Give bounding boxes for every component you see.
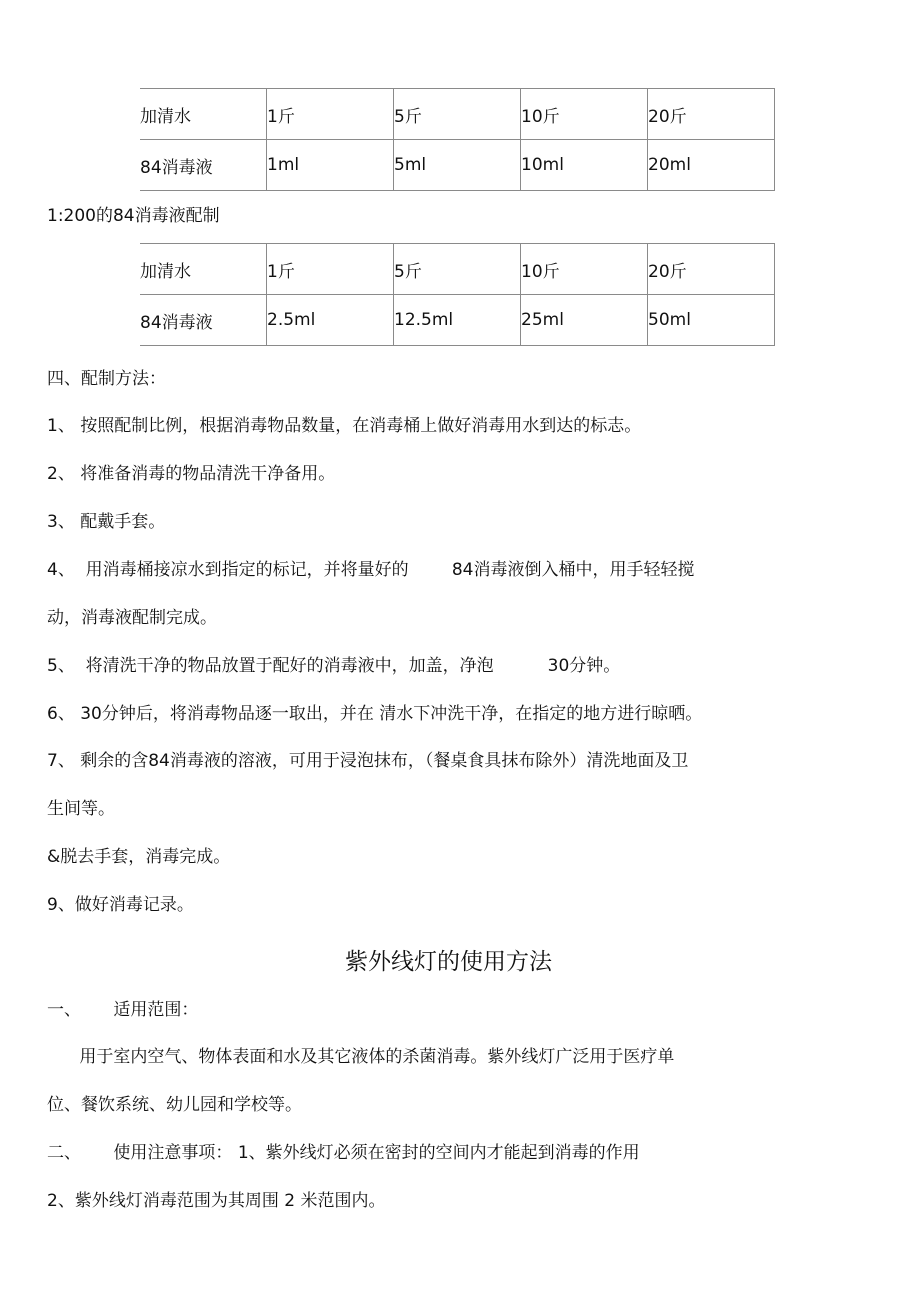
uv-line: 2、紫外线灯消毒范围为其周围 2 米范围内。 [47, 1191, 386, 1211]
step-line: 5、 将清洗干净的物品放置于配好的消毒液中，加盖，净泡 30分钟。 [47, 656, 621, 676]
step-line: 9、做好消毒记录。 [47, 895, 194, 915]
table-cell: 25ml [521, 295, 648, 346]
uv-line: 位、餐饮系统、幼儿园和学校等。 [47, 1095, 302, 1115]
table-cell: 5斤 [394, 89, 521, 140]
table-cell: 20斤 [648, 89, 775, 140]
uv-section-title: 紫外线灯的使用方法 [345, 949, 552, 975]
table-cell: 20ml [648, 140, 775, 191]
table-cell: 10ml [521, 140, 648, 191]
dilution-table-1 [140, 88, 775, 191]
table-cell: 5ml [394, 140, 521, 191]
table-row [140, 295, 775, 346]
step-line: 生间等。 [47, 799, 115, 819]
section-4-heading: 四、配制方法： [47, 369, 166, 389]
step-line: 1、 按照配制比例，根据消毒物品数量，在消毒桶上做好消毒用水到达的标志。 [47, 416, 642, 436]
step-line: 7、 剩余的含84消毒液的溶液，可用于浸泡抹布，（餐桌食具抹布除外）清洗地面及卫 [47, 751, 689, 771]
table-cell: 84消毒液 [140, 140, 267, 191]
uv-line: 二、 使用注意事项： 1、紫外线灯必须在密封的空间内才能起到消毒的作用 [47, 1143, 640, 1163]
table-row [140, 89, 775, 140]
step-line: &脱去手套，消毒完成。 [47, 847, 231, 867]
uv-line: 用于室内空气、物体表面和水及其它液体的杀菌消毒。紫外线灯广泛用于医疗单 [47, 1047, 675, 1067]
table-cell: 1斤 [267, 244, 394, 295]
table-cell: 20斤 [648, 244, 775, 295]
table-row [140, 140, 775, 191]
table-2-heading: 1:200的84消毒液配制 [47, 206, 220, 226]
table-cell: 加清水 [140, 244, 267, 295]
table-cell: 1斤 [267, 89, 394, 140]
table-cell: 1ml [267, 140, 394, 191]
step-line: 6、 30分钟后，将消毒物品逐一取出，并在 清水下冲洗干净，在指定的地方进行晾晒。 [47, 704, 703, 724]
step-line: 2、 将准备消毒的物品清洗干净备用。 [47, 464, 336, 484]
table-cell: 50ml [648, 295, 775, 346]
step-line: 4、 用消毒桶接凉水到指定的标记，并将量好的 84消毒液倒入桶中，用手轻轻搅 [47, 560, 695, 580]
table-cell: 5斤 [394, 244, 521, 295]
table-row [140, 244, 775, 295]
table-cell: 加清水 [140, 89, 267, 140]
table-cell: 10斤 [521, 244, 648, 295]
uv-line: 一、 适用范围： [47, 1000, 199, 1020]
table-cell: 12.5ml [394, 295, 521, 346]
step-line: 动，消毒液配制完成。 [47, 608, 217, 628]
table-cell: 2.5ml [267, 295, 394, 346]
table-cell: 10斤 [521, 89, 648, 140]
table-cell: 84消毒液 [140, 295, 267, 346]
step-line: 3、 配戴手套。 [47, 512, 166, 532]
dilution-table-2 [140, 243, 775, 346]
